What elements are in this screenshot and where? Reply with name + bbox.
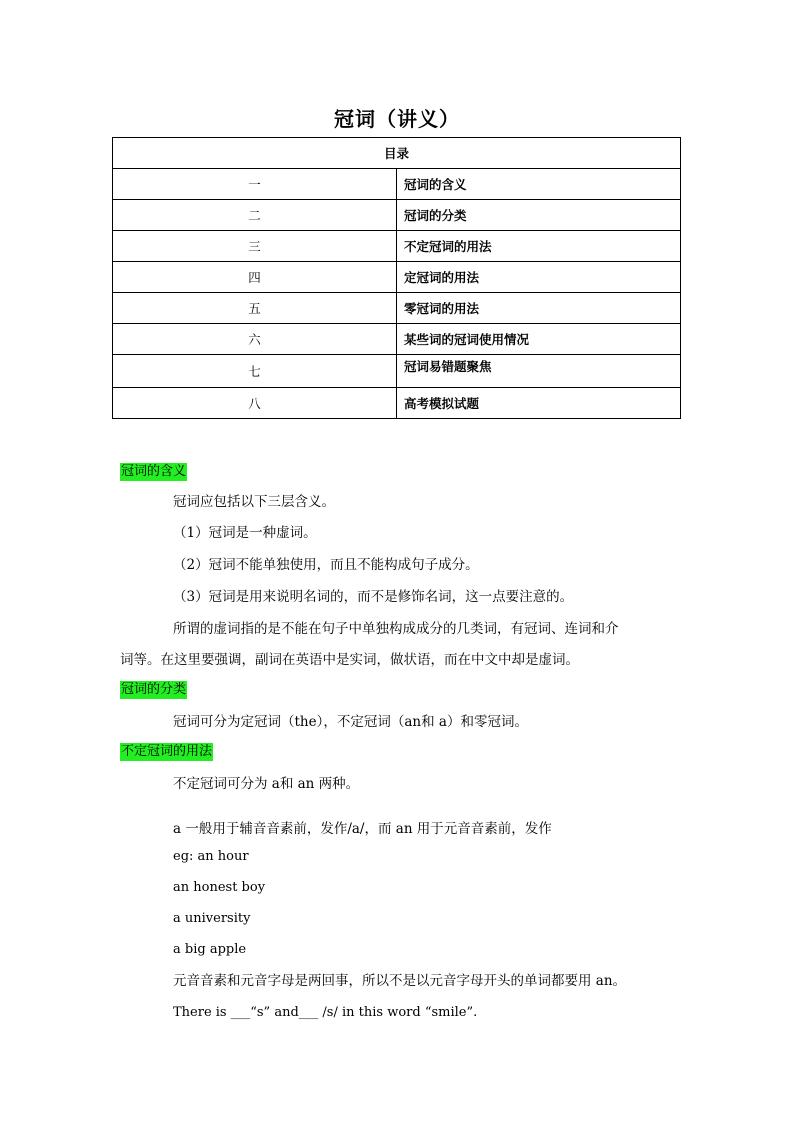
page-title: 冠词（讲义） (334, 107, 460, 131)
section1-point-1: （1）冠词是一种虚词。 (173, 525, 317, 541)
table-of-contents (112, 137, 681, 419)
section-heading-indefinite: 不定冠词的用法 (121, 744, 213, 759)
table-row (113, 200, 681, 231)
table-row (113, 262, 681, 293)
example-3: a university (173, 911, 251, 926)
section3-rule: a 一般用于辅音音素前，发作/a/，而 an 用于元音音素前，发作 (173, 821, 552, 837)
toc-item: 某些词的冠词使用情况 (397, 324, 681, 355)
section3-note: 元音音素和元音字母是两回事，所以不是以元音字母开头的单词都要用 an。 (173, 973, 627, 989)
exercise-sentence: There is ___“s” and___ /s/ in this word “smile”. (173, 1005, 478, 1020)
toc-number: 四 (113, 262, 397, 293)
table-row (113, 388, 681, 419)
toc-number: 六 (113, 324, 397, 355)
table-row (113, 355, 681, 388)
section-heading-classification: 冠词的分类 (121, 682, 187, 697)
toc-item: 冠词的含义 (397, 169, 681, 200)
toc-header: 目录 (113, 138, 681, 169)
toc-number: 三 (113, 231, 397, 262)
toc-number: 八 (113, 388, 397, 419)
toc-item: 定冠词的用法 (397, 262, 681, 293)
toc-number: 二 (113, 200, 397, 231)
section2-text: 冠词可分为定冠词（the），不定冠词（an和 a）和零冠词。 (173, 714, 528, 730)
toc-header-row (113, 138, 681, 169)
section1-point-3: （3）冠词是用来说明名词的，而不是修饰名词，这一点要注意的。 (173, 589, 574, 605)
toc-item: 冠词的分类 (397, 200, 681, 231)
table-row (113, 293, 681, 324)
example-2: an honest boy (173, 880, 266, 895)
section1-paragraph-line-1: 所谓的虚词指的是不能在句子中单独构成成分的几类词，有冠词、连词和介 (173, 621, 619, 637)
toc-item: 零冠词的用法 (397, 293, 681, 324)
table-row (113, 169, 681, 200)
toc-number: 一 (113, 169, 397, 200)
toc-item: 高考模拟试题 (397, 388, 681, 419)
section3-intro: 不定冠词可分为 a和 an 两种。 (173, 776, 360, 792)
table-row (113, 324, 681, 355)
table-row (113, 231, 681, 262)
toc-number: 五 (113, 293, 397, 324)
example-1: eg: an hour (173, 849, 249, 864)
section-heading-meaning: 冠词的含义 (121, 464, 187, 479)
section1-point-2: （2）冠词不能单独使用，而且不能构成句子成分。 (173, 557, 479, 573)
toc-item: 不定冠词的用法 (397, 231, 681, 262)
toc-number: 七 (113, 355, 397, 388)
toc-item: 冠词易错题聚焦 (397, 355, 681, 388)
section1-intro: 冠词应包括以下三层含义。 (173, 494, 335, 510)
section1-paragraph-line-2: 词等。在这里要强调，副词在英语中是实词，做状语，而在中文中却是虚词。 (120, 652, 579, 668)
example-4: a big apple (173, 942, 247, 957)
